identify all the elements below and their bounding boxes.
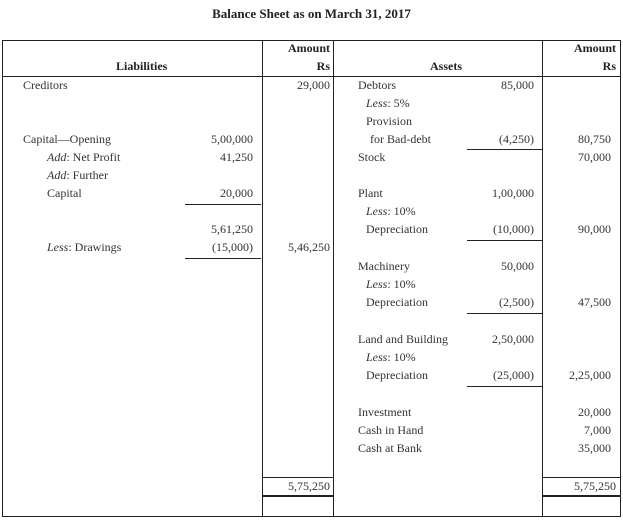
header-amount-right: Amount <box>573 41 616 55</box>
table-bottom-border <box>2 516 621 517</box>
less-text: : 5% <box>387 96 410 110</box>
liabilities-total: 5,75,250 <box>288 479 330 493</box>
table-right-border <box>620 40 621 517</box>
table-left-border <box>2 40 3 517</box>
further-capital-inner: 20,000 <box>220 186 253 200</box>
further-capital-label <box>47 167 108 183</box>
further-text: : Further <box>66 168 109 182</box>
machinery-label: Machinery <box>358 259 410 273</box>
land-less-label <box>366 349 416 365</box>
liab-amount-left-border <box>262 40 263 517</box>
less-prefix: Less <box>366 350 388 364</box>
capital-net-amount: 5,46,250 <box>288 240 330 254</box>
assets-total: 5,75,250 <box>574 479 616 493</box>
add-prefix: Add <box>47 150 67 164</box>
bad-debt-inner: (4,250) <box>499 132 534 146</box>
bad-debt-label: for Bad-debt <box>370 132 431 146</box>
net-profit-text: : Net Profit <box>66 150 121 164</box>
page-title: Balance Sheet as on March 31, 2017 <box>212 6 411 21</box>
debtors-less-label <box>366 95 410 111</box>
machinery-less-label <box>366 276 416 292</box>
land-dep-label: Depreciation <box>366 368 428 382</box>
capital-subtotal: 5,61,250 <box>211 222 253 236</box>
machinery-rule <box>467 313 542 314</box>
debtors-net-amount: 80,750 <box>578 132 611 146</box>
cash-hand-amount: 7,000 <box>584 423 611 437</box>
capital-label: Capital <box>47 186 82 200</box>
net-profit-label <box>47 149 120 165</box>
land-inner: 2,50,000 <box>492 332 534 346</box>
net-profit-inner: 41,250 <box>220 150 253 164</box>
cash-hand-label: Cash in Hand <box>358 423 424 437</box>
header-rs-left: Rs <box>316 59 330 73</box>
less-prefix: Less <box>47 240 69 254</box>
provision-label: Provision <box>366 114 413 128</box>
land-dep-inner: (25,000) <box>493 368 534 382</box>
capital-subtotal-rule <box>185 204 261 205</box>
plant-net-amount: 90,000 <box>578 222 611 236</box>
land-net-amount: 2,25,000 <box>569 368 611 382</box>
drawings-text: : Drawings <box>68 240 122 254</box>
less-prefix: Less <box>366 277 388 291</box>
creditors-amount: 29,000 <box>297 78 330 92</box>
plant-dep-inner: (10,000) <box>493 222 534 236</box>
add-prefix: Add <box>47 168 67 182</box>
land-label: Land and Building <box>358 332 448 346</box>
drawings-label <box>47 239 121 255</box>
plant-rule <box>467 240 542 241</box>
machinery-inner: 50,000 <box>501 259 534 273</box>
less-text: : 10% <box>387 350 416 364</box>
land-rule <box>467 386 542 387</box>
debtors-label: Debtors <box>358 78 396 92</box>
liab-amount-right-border <box>333 40 334 517</box>
stock-label: Stock <box>358 150 386 164</box>
capital-opening-inner: 5,00,000 <box>211 132 253 146</box>
investment-label: Investment <box>358 405 412 419</box>
less-text: : 10% <box>387 277 416 291</box>
plant-less-label <box>366 203 416 219</box>
machinery-dep-inner: (2,500) <box>499 295 534 309</box>
header-amount-left: Amount <box>287 41 330 55</box>
investment-amount: 20,000 <box>578 405 611 419</box>
plant-inner: 1,00,000 <box>492 186 534 200</box>
plant-label: Plant <box>358 186 383 200</box>
capital-opening-label: Capital—Opening <box>23 132 111 146</box>
less-text: : 10% <box>387 204 416 218</box>
machinery-net-amount: 47,500 <box>578 295 611 309</box>
plant-dep-label: Depreciation <box>366 222 428 236</box>
machinery-dep-label: Depreciation <box>366 295 428 309</box>
debtors-rule <box>467 149 542 150</box>
less-prefix: Less <box>366 96 388 110</box>
header-assets: Assets <box>430 59 462 73</box>
less-prefix: Less <box>366 204 388 218</box>
asset-total-bottom-rule <box>542 495 620 497</box>
drawings-rule <box>185 258 261 259</box>
header-liabilities: Liabilities <box>116 59 168 73</box>
stock-amount: 70,000 <box>578 150 611 164</box>
creditors-label: Creditors <box>23 78 68 92</box>
cash-bank-amount: 35,000 <box>578 441 611 455</box>
cash-bank-label: Cash at Bank <box>358 441 422 455</box>
drawings-inner: (15,000) <box>212 240 253 254</box>
header-rs-right: Rs <box>602 59 616 73</box>
debtors-inner: 85,000 <box>501 78 534 92</box>
liab-total-bottom-rule <box>262 495 333 497</box>
